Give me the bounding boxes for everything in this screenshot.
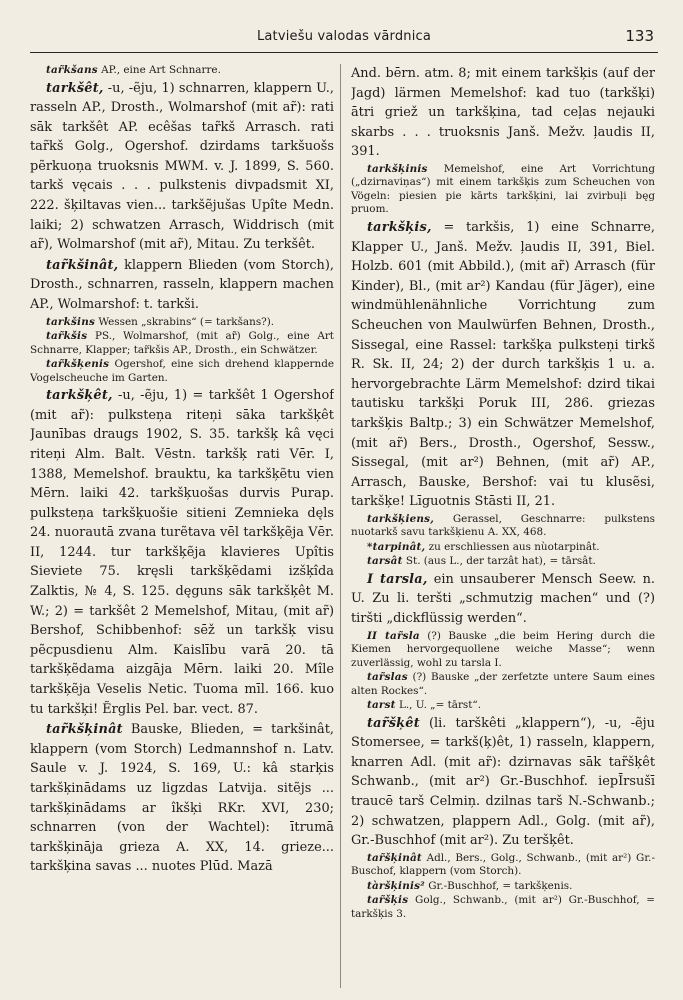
entry-definition: (?) Bauske „der zerfetzte untere Saum eines alten Rockes“. [351,671,655,697]
entry-definition: PS., Wolmarshof, (mit ar̃) Golg., eine Art Schnarre, Klapper; tar̃kšis AP., Drosth., ein Schwätzer. [30,330,334,356]
entry-headword: tarst [367,699,396,712]
dictionary-entry [351,714,655,851]
dictionary-entry [30,79,334,255]
entry-headword: tar̃šķinât [367,851,422,864]
entry-definition: Wessen „skrabins“ (= tarkšans?). [98,315,275,328]
dictionary-entry [351,163,655,217]
entry-definition: = tarkšis, 1) eine Schnarre, Klapper U., Janš. Mežv. ļaudis II, 391, Biel. Holzb. 601 (mit Abbild.), (mit ar̃) Arrasch (für Kinder), Bl., (mit ar²) Kandau (für Jäger), eine windmühlenähnliche Vorrichtung zum Scheuchen von Maulwürfen Behnen, Drosth., Sissegal, eine Rassel: tarkšķa pulksteņi tirkš R. Sk. II, 24; 2) der durch tarkšķis 1 u. a. hervorgebrachte Lärm Memelshof: dzird tikai tautisku tarkšķi Poruk III, 286. griezas tarkšķis Baltp.; 3) ein Schwätzer Memelshof, (mit ar̃) Bers., Drosth., Ogershof, Sessw., Sissegal, (mit ar²) Behnen, (mit ar̃) AP., Arrasch, Bauske, Bershof: vai tu klusẽsi, tarkšķe! Līguotnis Stāsti II, 21. [351,219,655,510]
column-divider [340,64,341,988]
entry-headword: tarkšins [46,315,96,328]
entry-headword: tar̃kšinât, [46,257,119,273]
entry-headword: I tarsla, [367,571,428,587]
dictionary-entry [30,316,334,330]
dictionary-entry [351,218,655,512]
entry-headword: II tar̃sla [367,629,420,642]
entry-definition: ein unsauberer Mensch Seew. n. U. Zu li. teršti „schmutzig machen“ und (?) tiršti „dickflüssig werden“. [351,571,655,627]
entry-headword: tar̃kšķenis [46,358,110,371]
entry-headword: tar̃kšans [46,64,98,76]
entry-definition: (?) Bauske „die beim Hering durch die Kiemen hervorgequollene weiche Masse“; wenn zuverlässig, wohl zu tarsla I. [351,629,655,669]
dictionary-entry [351,894,655,921]
entry-definition: AP., eine Art Schnarre. [101,64,221,76]
dictionary-entry [30,64,334,78]
entry-headword: tar̃slas [367,671,408,684]
entry-headword: tar̃kšis [46,330,88,343]
left-column [30,64,334,990]
entry-headword: tarkšķêt, [46,388,113,404]
entry-headword: tarsât [367,555,403,568]
entry-headword: tarkšķinis [367,162,428,175]
dictionary-entry [351,699,655,713]
entry-headword: tàršķinis² [367,879,425,892]
dictionary-entry [30,256,334,315]
entry-definition: klappern Blieden (vom Storch), Drosth., schnarren, rasseln, klappern machen AP., Wolmarshof: t. tarkši. [30,257,334,313]
entry-definition: Golg., Schwanb., (mit ar²) Gr.-Buschhof, = tarkšķis 3. [351,894,655,920]
page-number: 133 [625,27,654,45]
entry-definition: Ogershof, eine sich drehend klappernde Vogelscheuche im Garten. [30,358,334,384]
entry-definition: L., U. „= tārst“. [398,699,482,712]
dictionary-entry [351,570,655,629]
entry-headword: tarkšķiens, [367,512,435,525]
dictionary-entry [351,513,655,540]
entry-headword: tarkšķis, [367,219,432,235]
entry-definition: And. bērn. atm. 8; mit einem tarkšķis (auf der Jagd) lärmen Memelshof: kad tuo (tarkšķi) ātri griež un tarkšķina, tad ceļas nejauki skarbs . . . truoksnis Janš. Mežv. ļaudis II, 391. [351,66,655,160]
dictionary-entry [30,358,334,385]
entry-headword: tarkšêt, [46,80,104,96]
entry-definition: St. (aus L., der tarzât hat), = tārsât. [405,555,596,568]
dictionary-entry [351,555,655,569]
entry-headword: tar̃šķis [367,894,409,907]
dictionary-entry [351,541,655,555]
dictionary-entry [351,671,655,698]
dictionary-entry [30,386,334,719]
entry-definition: Memelshof, eine Art Vorrichtung („dzirnaviņas“) mit einem tarkšķis zum Scheuchen von Vögeln: piesien pie kārts tarkšķini, lai zvirbuļi bęg pruom. [351,162,655,216]
entry-definition: Bauske, Blieden, = tarkšinât, klappern (vom Storch) Ledmannshof n. Latv. Saule v. J. 1924, S. 169, U.: kâ starķis tarkšķinādams uz ligzdas Latvija. sitẽjs ... tarkšķinādams ar îkšķi RKr. XVI, 230; schnarren (von der Wachtel): ītrumā tarkšķināja grieza A. XX, 14. grieze... tarkšķina savas ... nuotes Plūd. Mazā [30,722,334,875]
dictionary-entry [351,880,655,894]
dictionary-entry [30,720,334,877]
entry-definition: -u, -ẽju, 1) = tarkšêt 1 Ogershof (mit ar̃): pulksteņa riteņi sāka tarkšķêt Jaunības draugs 1902, S. 35. tarkšķ kâ vęci riteņi Alm. Balt. Vēstn. tarkšķ rati Vēr. I, 1388, Memelshof. brauktu, ka tarkšķẽtu vien Mērn. laiki 42. tarkšķuošas durvis Purap. pulksteņa tarkšķuošie sitieni Zemnieka dęls 24. nuorautā zvana turẽtava vēl tarkšķẽja Vēr. II, 1244. tur tarkšķẽja klavieres Upîtis Sieviete 75. kręsli tarkšķẽdami izšķîda Zalktis, № 4, S. 125. dęguns sāk tarkšķêt M. W.; 2) = tarkšêt 2 Memelshof, Mitau, (mit ar̃) Bershof, Schibbenhof: sēž un tarkšķ visu pẽcpusdienu Alm. Kaislību varā 20. tā tarkšķẽdama aizgāja Mērn. laiki 20. Mîle tarkšķẽja Veselis Netic. Tuoma mīl. 166. kuo tu tarkšķi! Ẽrglis Pel. bar. vect. 87. [30,388,334,717]
page-title: Latviešu valodas vārdnica [256,29,432,44]
right-column [351,64,655,990]
entry-definition: Adl., Bers., Golg., Schwanb., (mit ar²) Gr.-Buschof, klappern (vom Storch). [351,851,655,878]
dictionary-entry [351,64,655,162]
dictionary-entry [30,330,334,357]
running-header [30,24,658,53]
entry-headword: *tarpinât, [367,540,426,553]
dictionary-entry [351,852,655,879]
entry-definition: (li. tarškêti „klappern“), -u, -ẽju Stomersee, = tarkš(ķ)êt, 1) rasseln, klappern, knarren Adl. (mit ar̃): dzirnavas sāk tar̃šķêt Schwanb., (mit ar²) Gr.-Buschhof. iepĪrsušī traucē tarš Celmiņ. dzilnas tarš N.-Schwanb.; 2) schwatzen, plappern Adl., Golg. (mit ar̃), Gr.-Buschhof (mit ar²). Zu teršķêt. [351,715,655,849]
entry-headword: tar̃kšķinât [46,722,123,738]
entry-definition: -u, -ẽju, 1) schnarren, klappern U., rasseln AP., Drosth., Wolmarshof (mit ar̃): rati sāk tarkšêt AP. ecêšas tar̃kš Arrasch. rati tar̃kš Golg., Ogershof. dzirdams tarkšuošs pẽrkuoņa truoksnis MWM. v. J. 1899, S. 560. tarkš vęcais . . . pulkstenis divpadsmit XI, 222. šķiltavas vien... tarkšẽjušas Upîte Medn. laiki; 2) schwatzen Arrasch, Widdrisch (mit ar̃), Wolmarshof (mit ar̃), Mitau. Zu terkšêt. [30,80,334,253]
entry-definition: zu erschliessen aus nùotarpinât. [428,540,600,553]
entry-definition: Gerassel, Geschnarre: pulkstens nuotarkš savu tarkšķienu A. XX, 468. [351,512,655,539]
entry-definition: Gr.-Buschhof, = tarkšķenis. [428,879,573,892]
entry-headword: tar̃šķêt [367,715,420,731]
dictionary-entry [351,630,655,671]
